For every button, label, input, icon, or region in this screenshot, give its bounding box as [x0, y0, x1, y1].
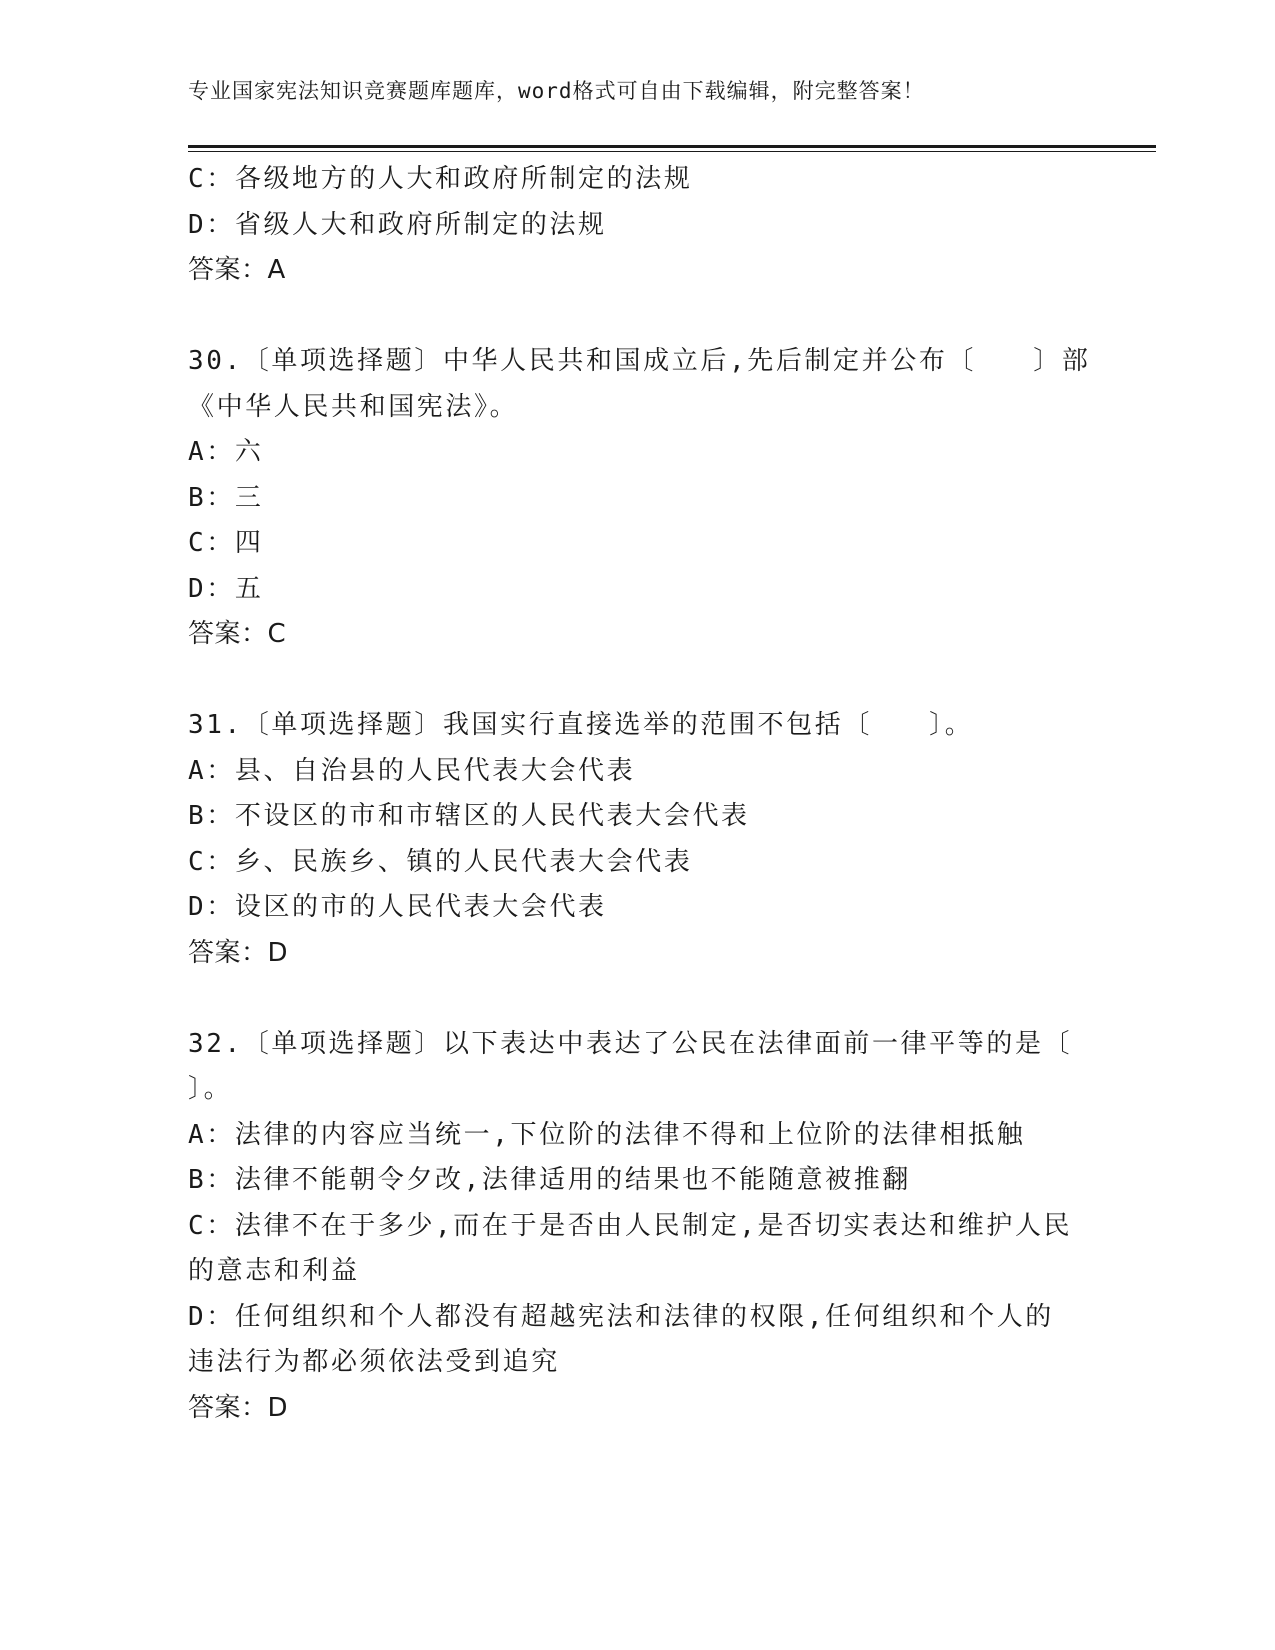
q32-stem-line-1: 32.〔单项选择题〕以下表达中表达了公民在法律面前一律平等的是〔	[188, 1028, 1073, 1059]
q30-option-d: D：五	[188, 573, 264, 604]
q31-option-c: C：乡、民族乡、镇的人民代表大会代表	[188, 846, 693, 877]
q32-answer: 答案：D	[188, 1392, 289, 1423]
q32-option-d: D：任何组织和个人都没有超越宪法和法律的权限,任何组织和个人的	[188, 1301, 1054, 1332]
q32-option-c: C：法律不在于多少,而在于是否由人民制定,是否切实表达和维护人民	[188, 1210, 1073, 1241]
q31-option-b: B：不设区的市和市辖区的人民代表大会代表	[188, 801, 750, 831]
q32-option-a: A：法律的内容应当统一,下位阶的法律不得和上位阶的法律相抵触	[188, 1119, 1026, 1150]
spacer	[188, 294, 1088, 340]
q29-option-c: C：各级地方的人大和政府所制定的法规	[188, 164, 693, 194]
q32-option-b: B：法律不能朝令夕改,法律适用的结果也不能随意被推翻	[188, 1165, 911, 1195]
spacer	[188, 658, 1088, 704]
q32-option-d-cont: 违法行为都必须依法受到追究	[188, 1347, 560, 1377]
q30-option-a: A：六	[188, 437, 264, 467]
header-divider-thin	[188, 151, 1156, 152]
page-header: 专业国家宪法知识竞赛题库题库，word格式可自由下载编辑，附完整答案！	[188, 79, 925, 103]
q29-answer: 答案：A	[188, 255, 286, 285]
spacer	[188, 976, 1088, 1022]
q31-option-a: A：县、自治县的人民代表大会代表	[188, 755, 636, 786]
q31-answer: 答案：D	[188, 937, 289, 968]
q30-stem-line-2: 《中华人民共和国宪法》。	[188, 391, 519, 422]
question-content	[188, 157, 1091, 1431]
q31-option-d: D：设区的市的人民代表大会代表	[188, 892, 607, 922]
q31-stem-line-1: 31.〔单项选择题〕我国实行直接选举的范围不包括〔 〕。	[188, 710, 974, 740]
q32-option-c-cont: 的意志和利益	[188, 1256, 360, 1286]
q30-answer: 答案：C	[188, 619, 287, 649]
q30-stem-line-1: 30.〔单项选择题〕中华人民共和国成立后,先后制定并公布〔 〕部	[188, 346, 1091, 376]
header-divider-thick	[188, 145, 1156, 148]
q32-stem-line-2: 〕。	[188, 1074, 233, 1104]
q30-option-c: C：四	[188, 528, 264, 558]
q29-option-d: D：省级人大和政府所制定的法规	[188, 209, 607, 240]
q30-option-b: B：三	[188, 482, 264, 513]
